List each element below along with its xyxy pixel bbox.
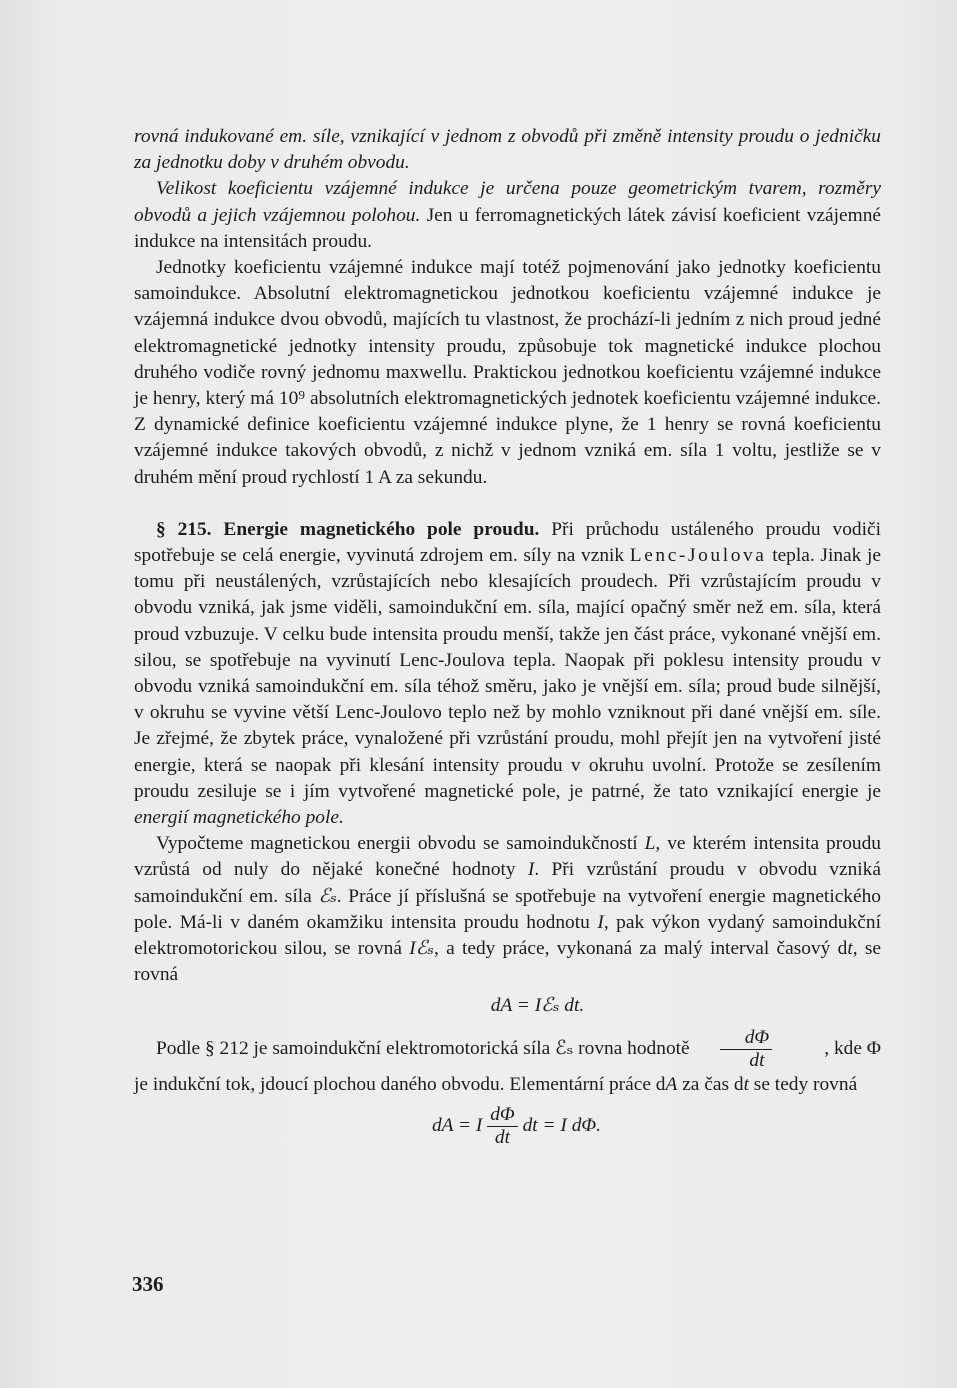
p5-b: , ve kterém intensita proudu vzrůstá od nuly do nějaké konečné hodnoty — [134, 833, 881, 881]
page-body — [134, 124, 881, 1149]
paragraph-1: rovná indukované em. síle, vznikající v jednom z obvodů při změně intensity proudu o jedničku za jednotku doby v druhém obvodu. — [134, 126, 881, 174]
formula-1 — [134, 993, 881, 1019]
p7-t: t — [743, 1073, 749, 1095]
p5-g: , se rovná — [134, 938, 881, 986]
formula-2-left: dA = I — [431, 1114, 483, 1136]
p5-I: I — [527, 859, 535, 881]
p5-f: , a tedy práce, vykonaná za malý interval časový d — [433, 938, 848, 960]
paragraph-4-start: Při průchodu ustáleného proudu vodiči spotřebuje se celá energie, vyvinutá zdrojem em. síly na vznik — [134, 518, 881, 567]
paragraph-7 — [134, 1072, 881, 1098]
formula-2-body — [432, 1104, 601, 1149]
p7-b: za čas d — [677, 1073, 744, 1095]
p6-a: Podle § 212 je samoindukční elektromotorická síla ℰₛ rovna hodnotě — [156, 1038, 690, 1060]
p6-b: , kde Φ — [824, 1038, 881, 1060]
p5-IEs: Iℰₛ — [409, 938, 434, 960]
p5-c: . Při vzrůstání proudu v obvodu vzniká samoindukční em. síla — [134, 859, 881, 907]
paragraph-6 — [134, 1027, 881, 1072]
p6-fraction-numerator: dΦ — [720, 1027, 772, 1050]
p5-Es: ℰₛ — [318, 885, 337, 907]
paragraph-2-italic: Velikost koeficientu vzájemné indukce je určena pouze geometrickým tvarem, rozměry obvodů a jejich vzájemnou polohou. — [134, 178, 881, 226]
section-number: § 215. — [156, 518, 212, 540]
section-215-paragraph — [134, 517, 881, 831]
paragraph-2 — [134, 176, 881, 255]
p5-e: , pak výkon vydaný samoindukční elektromotorickou silou, se rovná — [134, 911, 881, 960]
formula-2-right: dt = I dΦ. — [522, 1114, 602, 1136]
paragraph-5 — [134, 831, 881, 988]
paragraph-4-italic-end: energií magnetického pole. — [134, 807, 344, 829]
formula-2-fraction — [487, 1104, 517, 1149]
p5-t: t — [847, 938, 853, 960]
formula-2 — [134, 1104, 881, 1149]
p6-fraction — [720, 1027, 772, 1072]
paragraph-2-rest: Jen u ferromagnetických látek závisí koeficient vzájemné indukce na intensitách proudu. — [134, 204, 882, 252]
formula-1-text: dA = Iℰₛ dt. — [490, 994, 585, 1016]
paragraph-4-spaced-term: Lenc-Joulova — [629, 545, 767, 567]
formula-2-numerator: dΦ — [487, 1104, 517, 1127]
p6-fraction-denominator: dt — [749, 1049, 765, 1071]
p5-d: . Práce jí příslušná se spotřebuje na vytvoření energie magnetického pole. Má-li v daném okamžiku intensita proudu hodnotu — [134, 885, 882, 933]
section-title: Energie magnetického pole proudu. — [223, 518, 540, 540]
page-number: 336 — [132, 1272, 164, 1296]
p5-L: L — [644, 833, 656, 855]
p5-a: Vypočteme magnetickou energii obvodu se samoindukčností — [156, 833, 645, 855]
p5-I2: I — [597, 911, 604, 933]
p7-c: se tedy rovná — [748, 1073, 858, 1095]
paragraph-4-rest: tepla. Jinak je tomu při neustálených, vzrůstajících nebo klesajících proudech. Při vzrůstajícím proudu v obvodu vzniká, jak jsme viděli, samoindukční em. síla, mající opačný směr než em. síla, která proud vzbuzuje. V celku bude intensita proudu menší, takže jen část práce, vykonané vnější em. silou, se spotřebuje na vyvinutí Lenc-Joulova tepla. Naopak při poklesu intensity proudu v obvodu vzniká samoindukční em. síla téhož směru, jako je vnější em. síla; proud bude silnější, v okruhu se vyvine větší Lenc-Joulovo teplo než by mohlo vzniknout při dané vnější em. síle. Je zřejmé, že zbytek práce, vynaložené při vzrůstání proudu, mohl přejít jen na vytvoření jisté energie, která se naopak při klesání intensity proudu v okruhu uvolní. Protože se zesílením proudu zesiluje se i jím vytvořené magnetické pole, je patrné, že tato vznikající energie je — [134, 545, 882, 802]
p7-A: A — [665, 1073, 678, 1095]
p7-a: je indukční tok, jdoucí plochou daného obvodu. Elementární práce d — [134, 1073, 666, 1095]
formula-2-denominator: dt — [494, 1126, 511, 1148]
paragraph-3: Jednotky koeficientu vzájemné indukce mají totéž pojmenování jako jednotky koeficientu samoindukce. Absolutní elektromagnetickou jednotkou koeficientu vzájemné indukce je vzájemná indukce dvou obvodů, majících tu vlastnost, že prochází-li jedním z nich proud jedné elektromagnetické jednotky intensity proudu, způsobuje tok magnetické indukce plochou druhého vodiče rovný jednomu maxwellu. Praktickou jednotkou koeficientu vzájemné indukce je henry, který má 10⁹ absolutních elektromagnetických jednotek koeficientu vzájemné indukce. Z dynamické definice koeficientu vzájemné indukce plyne, že 1 henry se rovná koeficientu vzájemné indukce takových obvodů, z nichž v jednom vzniká em. síla 1 voltu, jestliže se v druhém mění proud rychlostí 1 A za sekundu. — [134, 257, 881, 488]
